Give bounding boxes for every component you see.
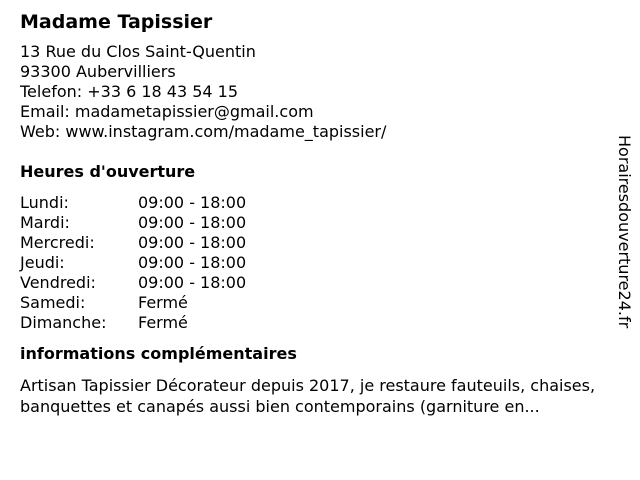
hours-value: 09:00 - 18:00 xyxy=(138,273,247,292)
hours-row-tuesday xyxy=(20,213,600,233)
site-watermark: Horairesdouverture24.fr xyxy=(615,135,634,329)
business-description: Artisan Tapissier Décorateur depuis 2017, je restaure fauteuils, chaises, banquettes et canapés aussi bien contemporains (garniture en... xyxy=(20,376,596,416)
day-label: Mardi: xyxy=(20,213,70,232)
hours-row-friday xyxy=(20,273,600,293)
day-label: Samedi: xyxy=(20,293,86,312)
email-line: Email: madametapissier@gmail.com xyxy=(20,102,314,121)
hours-value: Fermé xyxy=(138,313,188,332)
info-heading: informations complémentaires xyxy=(20,344,297,363)
day-label: Mercredi: xyxy=(20,233,95,252)
hours-value: 09:00 - 18:00 xyxy=(138,233,247,252)
web-line: Web: www.instagram.com/madame_tapissier/ xyxy=(20,122,387,141)
hours-row-wednesday xyxy=(20,233,600,253)
street-address: 13 Rue du Clos Saint-Quentin xyxy=(20,42,256,61)
phone-line: Telefon: +33 6 18 43 54 15 xyxy=(20,82,239,101)
hours-table xyxy=(20,193,600,333)
business-name: Madame Tapissier xyxy=(20,11,213,33)
hours-row-saturday xyxy=(20,293,600,313)
hours-value: Fermé xyxy=(138,293,188,312)
day-label: Jeudi: xyxy=(20,253,65,272)
hours-row-monday xyxy=(20,193,600,213)
business-card xyxy=(20,10,600,417)
city-address: 93300 Aubervilliers xyxy=(20,62,176,81)
hours-value: 09:00 - 18:00 xyxy=(138,253,247,272)
hours-value: 09:00 - 18:00 xyxy=(138,213,247,232)
hours-value: 09:00 - 18:00 xyxy=(138,193,247,212)
hours-heading: Heures d'ouverture xyxy=(20,162,196,181)
day-label: Vendredi: xyxy=(20,273,96,292)
hours-row-thursday xyxy=(20,253,600,273)
hours-row-sunday xyxy=(20,313,600,333)
day-label: Lundi: xyxy=(20,193,69,212)
address-block xyxy=(20,42,600,142)
day-label: Dimanche: xyxy=(20,313,107,332)
